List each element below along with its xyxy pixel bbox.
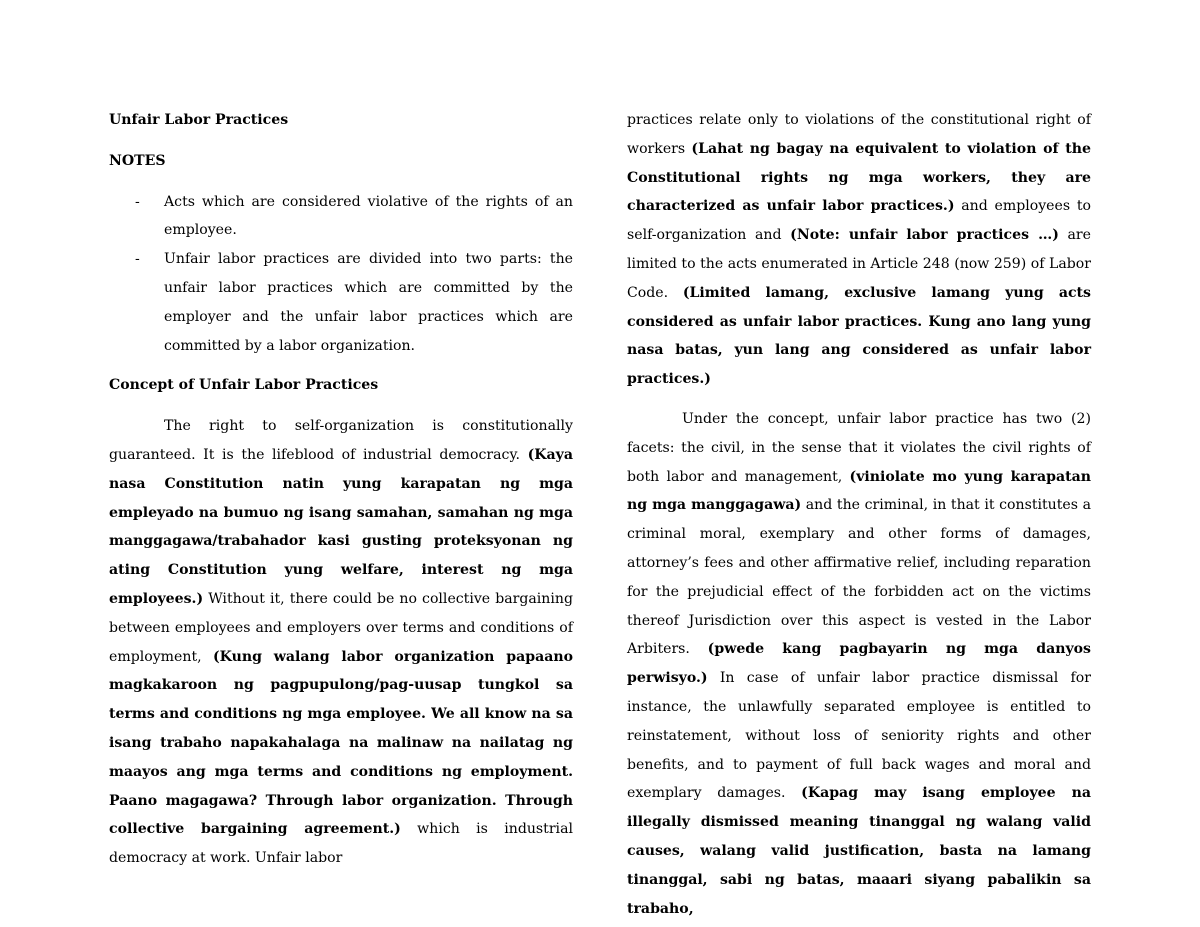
filipino-note: (Kaya nasa Constitution natin yung karapatan ng mga empleyado na bumuo ng isang samahan, samahan ng mga manggagawa/trabahador kasi gusting proteksyonan ng ating Constitution yung welfare, interest ng mga employees.): [109, 446, 573, 607]
paragraph-text: In case of unfair labor practice dismissal for instance, the unlawfully separated employee is entitled to reinstatement, without loss of seniority rights and other benefits, and to payment of full back wages and moral and exemplary damages.: [627, 670, 1091, 802]
list-item: [109, 188, 573, 246]
note-text: Unfair labor practices are divided into two parts: the unfair labor practices which are committed by the employer and the unfair labor practices which are committed by a labor organization.: [164, 251, 573, 354]
section-heading: Concept of Unfair Labor Practices: [109, 377, 379, 394]
paragraph-text: The right to self-organization is constitutionally guaranteed. It is the lifeblood of industrial democracy.: [109, 418, 573, 463]
filipino-note: (pwede kang pagbayarin ng mga danyos perwisyo.): [627, 641, 1091, 687]
list-item: [109, 245, 573, 360]
paragraph-text: practices relate only to violations of the constitutional right of workers: [627, 112, 1091, 157]
paragraph-text: Without it, there could be no collective bargaining between employees and employers over terms and conditions of employment,: [109, 590, 573, 665]
filipino-note: (Kapag may isang employee na illegally dismissed meaning tinanggal ng walang valid causes, walang valid justification, basta na lamang tinanggal, sabi ng batas, maaari siyang pabalikin sa trabaho,: [627, 785, 1092, 917]
filipino-note: (Note: unfair labor practices …): [790, 227, 1059, 244]
bullet-dash: -: [135, 251, 140, 268]
filipino-note: (Kung walang labor organization papaano magkakaroon ng pagpupulong/pag-uusap tungkol sa terms and conditions ng mga employee. We all know na sa isang trabaho napakahalaga na malinaw na nailatag ng maayos ang mga terms and conditions ng employment. Paano magagawa? Through labor organization. Through collective bargaining agreement.): [109, 648, 573, 838]
filipino-note: (Limited lamang, exclusive lamang yung acts considered as unfair labor practices. Kung ano lang yung nasa batas, yun lang ang considered as unfair labor practices.): [627, 284, 1091, 388]
notes-heading: NOTES: [109, 152, 166, 169]
note-text: Acts which are considered violative of the rights of an employee.: [164, 193, 573, 239]
continued-paragraph: [627, 106, 1091, 394]
paragraph-text: which is industrial democracy at work. Unfair labor: [109, 821, 573, 867]
paragraph-text: and the criminal, in that it constitutes a criminal moral, exemplary and other forms of damages, attorney’s fees and other affirmative relief, including reparation for the prejudicial effect of the forbidden act on the victims thereof Jurisdiction over this aspect is vested in the Labor Arbiters.: [627, 497, 1091, 658]
notes-list: [109, 188, 573, 361]
concept-paragraph: [109, 412, 573, 873]
filipino-note: (viniolate mo yung karapatan ng mga manggagawa): [627, 468, 1092, 514]
facets-paragraph: [627, 405, 1091, 923]
right-column: [627, 106, 1091, 923]
paragraph-text: Under the concept, unfair labor practice has two (2) facets: the civil, in the sense that it violates the civil rights of both labor and management,: [627, 410, 1091, 485]
left-column: [109, 106, 573, 873]
document-title: Unfair Labor Practices: [109, 112, 289, 128]
bullet-dash: -: [135, 193, 140, 210]
paragraph-text: and employees to self-organization and: [627, 198, 1091, 244]
filipino-note: (Lahat ng bagay na equivalent to violation of the Constitutional rights ng mga workers, they are characterized as unfair labor practices.): [627, 140, 1091, 215]
paragraph-text: are limited to the acts enumerated in Article 248 (now 259) of Labor Code.: [627, 227, 1092, 301]
